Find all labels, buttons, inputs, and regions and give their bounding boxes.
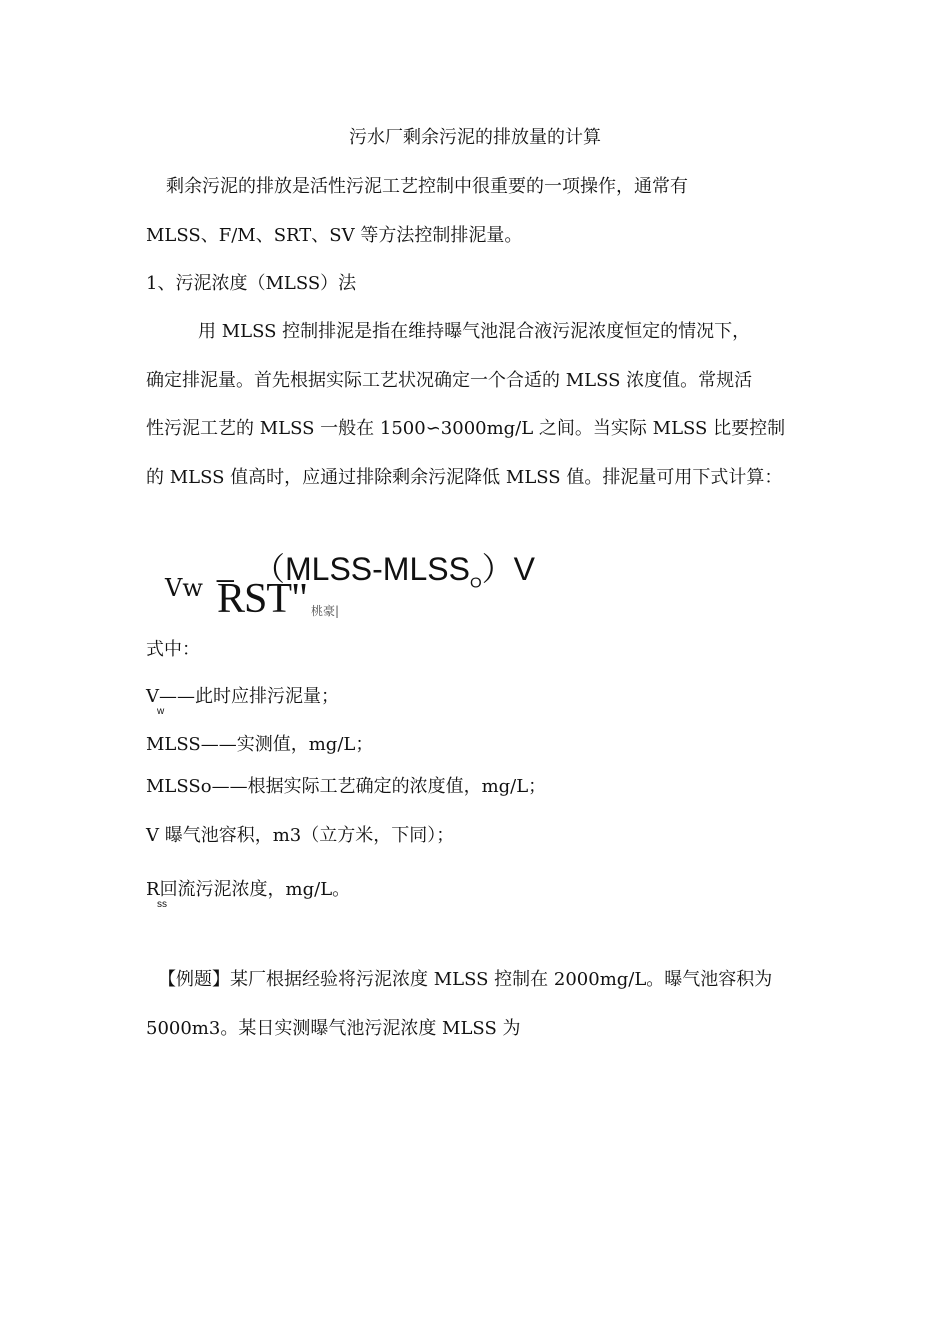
section-heading: 1、污泥浓度（MLSS）法 (146, 273, 357, 294)
formula-note: 桃豪| (311, 604, 340, 618)
formula-denominator: RST" (217, 576, 308, 622)
formula (165, 540, 665, 630)
legend-item-v: V 曝气池容积，m3（立方米，下同）； (146, 825, 455, 846)
section-para-line-3: 性污泥工艺的 MLSS 一般在 1500∽3000mg/L 之间。当实际 MLSS 比要控制 (146, 418, 786, 439)
section-para-line-4: 的 MLSS 值高时，应通过排除剩余污泥降低 MLSS 值。排泥量可用下式计算： (146, 467, 783, 488)
formula-numerator: $(MLSS-MLSS_O)V$ (253, 551, 535, 592)
legend-item-mlsso: MLSSo——根据实际工艺确定的浓度值，mg/L； (146, 776, 547, 797)
example-line-1: 【例题】某厂根据经验将污泥浓度 MLSS 控制在 2000mg/L。曝气池容积为 (158, 969, 773, 990)
formula-equals: _ (217, 550, 234, 583)
legend-item-rss-sub: ss (157, 899, 167, 910)
intro-line-2: MLSS、F/M、SRT、SV 等方法控制排泥量。 (146, 225, 523, 246)
legend-heading: 式中： (146, 639, 200, 660)
example-line-2: 5000m3。某日实测曝气池污泥浓度 MLSS 为 (146, 1018, 521, 1039)
section-para-line-2: 确定排泥量。首先根据实际工艺状况确定一个合适的 MLSS 浓度值。常规活 (146, 370, 753, 391)
legend-item-vw-sub: w (157, 706, 165, 717)
formula-lhs: Vw (165, 574, 203, 602)
legend-item-vw: V——此时应排污泥量； (146, 686, 339, 707)
intro-line-1: 剩余污泥的排放是活性污泥工艺控制中很重要的一项操作，通常有 (166, 176, 688, 197)
page-title: 污水厂剩余污泥的排放量的计算 (349, 127, 601, 148)
legend-item-mlss: MLSS——实测值，mg/L； (146, 734, 374, 755)
legend-item-rss: R回流污泥浓度，mg/L。 (146, 879, 351, 900)
section-para-line-1: 用 MLSS 控制排泥是指在维持曝气池混合液污泥浓度恒定的情况下， (198, 321, 751, 342)
